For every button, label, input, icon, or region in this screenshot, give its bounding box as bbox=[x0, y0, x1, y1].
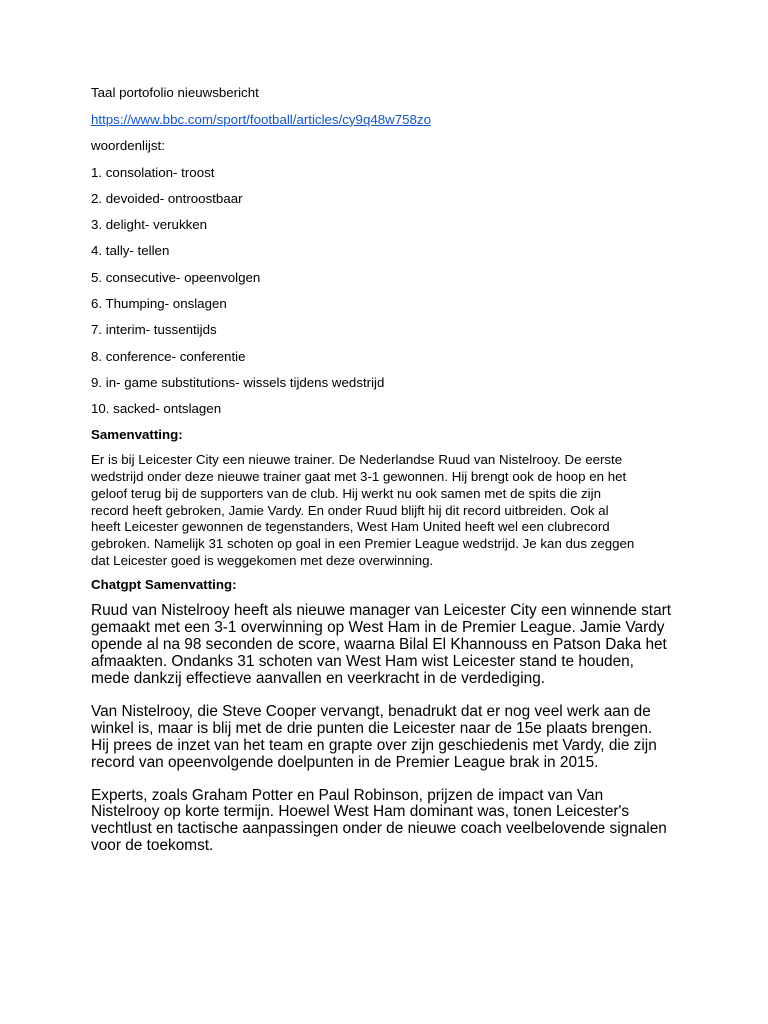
summary-paragraph bbox=[91, 452, 691, 569]
ai-summary-line: winkel is, maar is blij met de drie punten die Leicester naar de 15e plaats brengen. bbox=[91, 719, 653, 737]
summary-line: record heeft gebroken, Jamie Vardy. En onder Ruud blijft hij dit record uitbreiden. Ook al bbox=[91, 502, 609, 518]
summary-heading: Samenvatting: bbox=[91, 427, 183, 443]
ai-summary-paragraph bbox=[91, 704, 691, 772]
summary-line: heeft Leicester gewonnen de tegenstanders, West Ham United heeft wel een clubrecord bbox=[91, 519, 610, 535]
vocab-label: woordenlijst: bbox=[91, 138, 165, 153]
vocab-item: 10. sacked- ontslagen bbox=[91, 401, 222, 417]
summary-line: wedstrijd onder deze nieuwe trainer gaat met 3-1 gewonnen. Hij brengt ook de hoop en het bbox=[91, 469, 627, 485]
article-link[interactable]: https://www.bbc.com/sport/football/articles/cy9q48w758zo bbox=[91, 111, 431, 127]
summary-line: Er is bij Leicester City een nieuwe trainer. De Nederlandse Ruud van Nistelrooy. De eerste bbox=[91, 452, 623, 468]
ai-summary-heading: Chatgpt Samenvatting: bbox=[91, 577, 237, 593]
ai-summary-line: gemaakt met een 3-1 overwinning op West Ham in de Premier League. Jamie Vardy bbox=[91, 619, 665, 637]
vocab-item: 5. consecutive- opeenvolgen bbox=[91, 269, 261, 285]
ai-summary-line: Nistelrooy op korte termijn. Hoewel West Ham dominant was, tonen Leicester's bbox=[91, 803, 630, 821]
summary-line: geloof terug bij de supporters van de club. Hij werkt nu ook samen met de spits die zijn bbox=[91, 485, 601, 501]
vocab-item: 7. interim- tussentijds bbox=[91, 322, 217, 338]
document-page bbox=[91, 85, 691, 871]
vocab-item: 1. consolation- troost bbox=[91, 164, 215, 180]
ai-summary-line: record van opeenvolgende doelpunten in de Premier League brak in 2015. bbox=[91, 753, 599, 771]
document-title: Taal portofolio nieuwsbericht bbox=[91, 85, 259, 100]
ai-summary-line: mede dankzij effectieve aanvallen en veerkracht in de verdediging. bbox=[91, 670, 546, 688]
vocab-item: 8. conference- conferentie bbox=[91, 348, 246, 364]
vocab-item: 2. devoided- ontroostbaar bbox=[91, 190, 243, 206]
summary-line: dat Leicester goed is weggekomen met deze overwinning. bbox=[91, 552, 434, 568]
vocab-item: 3. delight- verukken bbox=[91, 217, 208, 233]
vocab-item: 9. in- game substitutions- wissels tijdens wedstrijd bbox=[91, 374, 385, 390]
ai-summary-line: Van Nistelrooy, die Steve Cooper vervangt, benadrukt dat er nog veel werk aan de bbox=[91, 702, 651, 720]
ai-summary-paragraph bbox=[91, 788, 691, 856]
ai-summary-line: afmaakten. Ondanks 31 schoten van West Ham wist Leicester stand te houden, bbox=[91, 653, 634, 671]
vocab-item: 6. Thumping- onslagen bbox=[91, 295, 227, 311]
ai-summary-line: opende al na 98 seconden de score, waarna Bilal El Khannouss en Patson Daka het bbox=[91, 636, 667, 654]
ai-summary-line: Hij prees de inzet van het team en grapte over zijn geschiedenis met Vardy, die zijn bbox=[91, 736, 657, 754]
summary-line: gebroken. Namelijk 31 schoten op goal in een Premier League wedstrijd. Je kan dus zeggen bbox=[91, 535, 635, 551]
ai-summary bbox=[91, 603, 691, 855]
ai-summary-line: Ruud van Nistelrooy heeft als nieuwe manager van Leicester City een winnende start bbox=[91, 602, 672, 620]
ai-summary-line: voor de toekomst. bbox=[91, 837, 214, 855]
ai-summary-line: Experts, zoals Graham Potter en Paul Robinson, prijzen de impact van Van bbox=[91, 786, 604, 804]
ai-summary-paragraph bbox=[91, 603, 691, 688]
vocab-item: 4. tally- tellen bbox=[91, 243, 170, 259]
ai-summary-line: vechtlust en tactische aanpassingen onder de nieuwe coach veelbelovende signalen bbox=[91, 820, 667, 838]
vocab-list bbox=[91, 165, 691, 428]
